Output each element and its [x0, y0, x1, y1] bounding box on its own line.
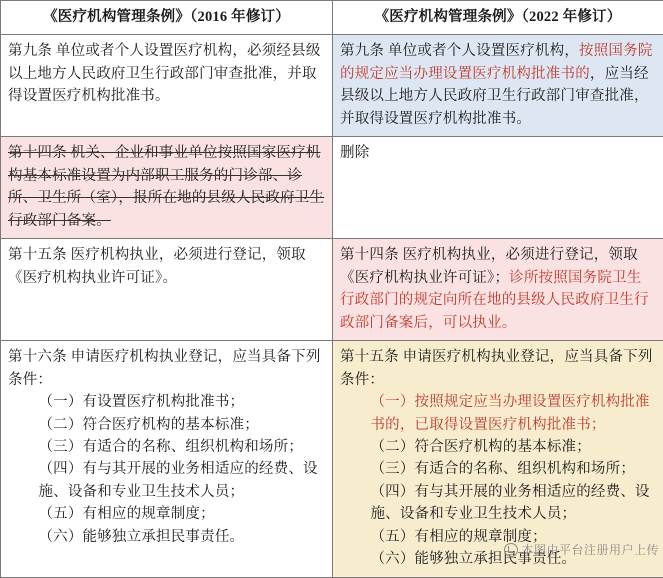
- table-header-row: [1, 1, 663, 35]
- watermark: [504, 541, 659, 558]
- watermark-text: 本图由平台注册用户上传: [521, 541, 659, 558]
- header-left-title: 《医疗机构管理条例》（2016 年修订）: [1, 1, 333, 35]
- row1-right-text: [333, 35, 663, 137]
- row2-right-text: 删除: [333, 137, 663, 239]
- row2-left-text: 第十四条 机关、企业和事业单位按照国家医疗机构基本标准设置为内部职工服务的门诊部、诊所、卫生所（室），报所在地的县级人民政府卫生行政部门备案。: [1, 137, 333, 239]
- list-item: （四）有与其开展的业务相适应的经费、设施、设备和专业卫生技术人员；: [340, 481, 656, 526]
- table-row: [1, 137, 663, 239]
- header-right-title: 《医疗机构管理条例》（2022 年修订）: [333, 1, 663, 35]
- row4-left-lead: 第十六条 申请医疗机构执业登记，应当具备下列条件：: [8, 346, 325, 391]
- row4-right-lead: 第十五条 申请医疗机构执业登记，应当具备下列条件：: [340, 346, 656, 391]
- list-item: （六）能够独立承担民事责任。: [8, 526, 325, 548]
- list-item: （三）有适合的名称、组织机构和场所；: [8, 436, 325, 458]
- row1-right-pre: 第九条 单位或者个人设置医疗机构，: [340, 43, 579, 59]
- list-item: （五）有相应的规章制度；: [340, 526, 656, 548]
- user-circle-icon: [504, 543, 518, 557]
- row1-right-highlight: 按照国务院的规定应当办理设置医疗机构批准书的: [340, 43, 653, 81]
- list-item: （一）有设置医疗机构批准书；: [8, 391, 325, 413]
- row1-right-post: ，应当经县级以上地方人民政府卫生行政部门审查批准，并取得设置医疗机构批准书。: [340, 66, 649, 127]
- list-item: （四）有与其开展的业务相适应的经费、设施、设备和专业卫生技术人员；: [8, 458, 325, 503]
- row4-left-cell: [1, 341, 333, 578]
- list-item-highlight: （一）按照规定应当办理设置医疗机构批准书的，已取得设置医疗机构批准书；: [340, 391, 656, 436]
- row3-left-text: 第十五条 医疗机构执业，必须进行登记，领取《医疗机构执业许可证》。: [1, 239, 333, 341]
- row3-right-pre: 第十四条 医疗机构执业，必须进行登记，领取《医疗机构执业许可证》；: [340, 247, 638, 285]
- list-item: （六）能够独立承担民事责任。: [340, 548, 656, 570]
- row1-left-text: 第九条 单位或者个人设置医疗机构，必须经县级以上地方人民政府卫生行政部门审查批准，并取得设置医疗机构批准书。: [1, 35, 333, 137]
- table-row: [1, 35, 663, 137]
- row3-right-text: [333, 239, 663, 341]
- row3-right-highlight: 诊所按照国务院卫生行政部门的规定向所在地的县级人民政府卫生行政部门备案后，可以执业。: [340, 270, 649, 331]
- list-item: （二）符合医疗机构的基本标准；: [8, 414, 325, 436]
- table-row: [1, 239, 663, 341]
- list-item: （三）有适合的名称、组织机构和场所；: [340, 458, 656, 480]
- list-item: （五）有相应的规章制度；: [8, 503, 325, 525]
- list-item: （二）符合医疗机构的基本标准；: [340, 436, 656, 458]
